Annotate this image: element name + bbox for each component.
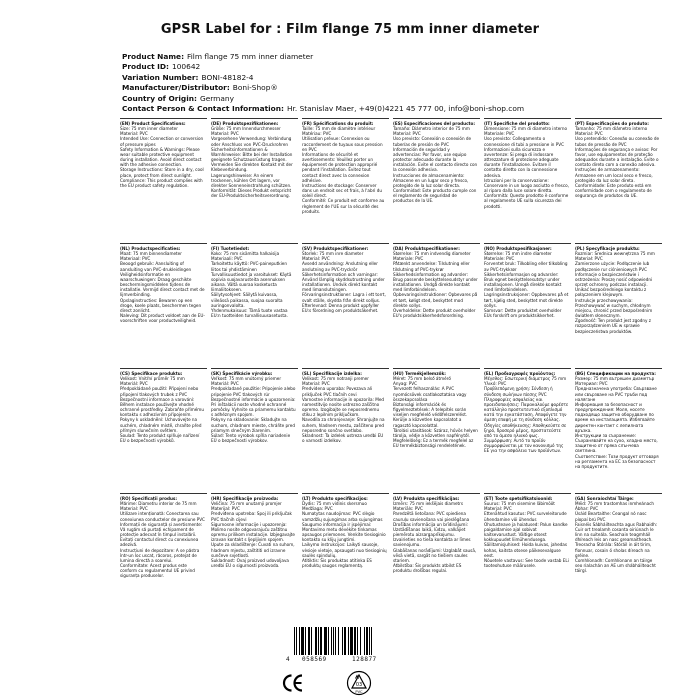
spec-line: Säilytysohjeet: Säilytä kuivassa, viileässä paikassa, suojaa suoralta auringonvalolta.: [211, 292, 284, 308]
spec-line: Upute za skladištenje: Čuvati na suhom, hladnom mjestu, zaštititi od izravne sunčeve svjetlosti.: [211, 542, 296, 558]
spec-line: Suurus: 75 mm sisemine läbimõõt: [484, 501, 555, 507]
spec-line: Informations de sécurité et avertissements: Veuillez porter un équipement de protection approprié pendant l'installation. Évitez tout contact direct avec la connexion adhésive.: [302, 151, 379, 183]
info-row: [122, 62, 682, 72]
spec-block: [575, 368, 662, 493]
spec-line: Atbilstība: Šis produkts atbilst ES produktu drošības regulai.: [393, 563, 463, 574]
spec-line: Beoogd gebruik: Aansluiting of aansluiting van PVC-drukleidingen: [120, 261, 192, 272]
spec-block: [302, 368, 389, 493]
spec-line: Materiał: PVC: [575, 256, 603, 262]
spec-line: Taille: 75 mm de diamètre intérieur: [302, 126, 376, 132]
spec-line: Instrucțiuni de depozitare: A se păstra într-un loc uscat, răcoros, protejat de lumina directă a soarelui.: [120, 547, 201, 563]
spec-line: Velikost: 75 mm notranji premer: [302, 376, 369, 382]
recycle-label: PVC: [355, 690, 363, 694]
ean-barcode: [288, 627, 406, 665]
spec-line: Conformité: Ce produit est conforme au règlement de l'UE sur la sécurité des produits.: [302, 198, 386, 214]
spec-grid: [120, 118, 662, 618]
info-row: [122, 94, 682, 104]
spec-block: [211, 118, 298, 243]
info-row: [122, 52, 682, 62]
spec-line: Velikost: Vnitřní průměr 75 mm: [120, 376, 185, 382]
spec-line: Conformidade: Este produto está em conformidade com o regulamento de segurança de produtos da UE.: [575, 182, 654, 199]
spec-block: [211, 368, 298, 493]
spec-line: Laikymo instrukcijos: Laikyti sausoje, vėsioje vietoje, apsaugoti nuo tiesioginių saulės spindulių.: [302, 542, 388, 558]
spec-line: Glabāšanas norādījumi: Uzglabāt sausā, vēsā vietā, sargāt no tiešiem saules stariem.: [393, 547, 478, 563]
spec-block-header: (GA) Sonraíochtaí Táirge:: [575, 496, 634, 501]
spec-line: Informacje o bezpieczeństwie i ostrzeżenia: Proszę nosić odpowiedni sprzęt ochronny podczas instalacji. Unikać bezpośredniego kontaktu z połączeniem klejowym.: [575, 271, 654, 298]
spec-block: [302, 118, 389, 243]
spec-block-header: (RO) Specificații produs:: [120, 496, 178, 501]
spec-line: Sukladnost: Ovaj proizvod udovoljava uredbi EU o sigurnosti proizvoda.: [211, 557, 291, 569]
spec-line: Instrucciones de almacenamiento: Almacene en un lugar seco y fresco, protegido de la luz solar directa.: [393, 172, 470, 188]
ce-mark-icon: [280, 670, 306, 696]
spec-line: Konformität: Dieses Produkt entspricht der EU-Produktsicherheitsverordnung.: [211, 188, 293, 199]
spec-line: Materiaal: PVC: [120, 256, 151, 262]
spec-line: Súlad: Tento výrobok spĺňa nariadenie EÚ o bezpečnosti výrobkov.: [211, 432, 292, 444]
barcode-bars: [294, 627, 400, 655]
spec-block-header: (ET) Toote spetsifikatsioonid:: [484, 496, 553, 501]
spec-line: Tárolási utasítások: Száraz, hűvös helyen tárolja, védje a közvetlen napfénytől.: [393, 427, 480, 438]
spec-block-header: (DE) Produktspezifikationen:: [211, 121, 279, 126]
spec-line: Efterlevnad: Denna produkt uppfyller EU:s förordning om produktsäkerhet.: [302, 302, 381, 313]
spec-line: Storage Instructions: Store in a dry, cool place, protect from direct sunlight.: [120, 167, 205, 178]
barcode-bar: [371, 627, 372, 655]
spec-line: Koko: 75 mm sisämitta halkaisija: [211, 251, 280, 257]
info-label: Country of Origin:: [122, 93, 197, 103]
spec-line: Drošības informācija un brīdinājumi: Uzstādīšanas laikā, lūdzu, valkājiet piemērotu aizsargaprīkojumu. Izvairieties no tieša kontakta ar līmes savienojumu.: [393, 521, 472, 548]
spec-line: Utilisation prévue: Connexion ou raccordement de tuyaux sous pression en PVC: [302, 136, 384, 152]
spec-line: Matériau: PVC: [302, 131, 332, 137]
spec-block: [393, 243, 480, 368]
spec-line: Mărime: Diametru interior de 75 mm: [120, 501, 197, 507]
info-label: Product Name:: [122, 52, 185, 61]
spec-line: Vorgesehene Verwendung: Verbindung oder Anschluss von PVC-Druckrohren: [211, 136, 293, 147]
spec-line: Instructions de stockage: Conserver dans un endroit sec et frais, à l'abri du soleil direct.: [302, 182, 384, 199]
spec-line: Uso previsto: Conexión o conexión de tuberías de presión de PVC: [393, 136, 473, 147]
spec-block: [302, 243, 389, 368]
spec-line: Izmērs: 75 mm iekšējais diametrs: [393, 501, 464, 507]
spec-line: Utilizare intenționată: Conectarea sau conexiunea conductelor de presiune PVC: [120, 511, 205, 522]
spec-line: Säilitamisjuhised: Hoida kuivas, jahedas kohas, kaitsta otsese päikesevalguse eest.: [484, 542, 569, 558]
info-label: Manufacturer/Distributor:: [122, 83, 230, 93]
spec-block: [393, 368, 480, 493]
spec-line: Συμμόρφωση: Αυτό το προϊόν συμμορφώνεται με τον κανονισμό της ΕΕ για την ασφάλεια των προϊόντων.: [484, 438, 565, 454]
spec-block-header: (FI) Tuotetiedot:: [211, 246, 250, 251]
spec-block: [484, 243, 571, 368]
spec-line: Υλικό: PVC: [484, 381, 507, 387]
spec-line: Size: 75 mm inner diameter: [120, 126, 178, 132]
spec-line: Maat: 75 mm binnendiameter: [120, 251, 182, 257]
spec-line: Predvidena uporaba: Povezava ali priključek PVC tlačnih cevi: [302, 386, 374, 397]
spec-line: Předpokládané použití: Připojení nebo připojení tlakových trubek z PVC: [120, 386, 200, 397]
spec-block: [120, 493, 207, 618]
spec-line: Méret: 75 mm belső átmérő: [393, 376, 451, 382]
spec-line: Anyag: PVC: [393, 381, 418, 387]
spec-line: Информация за безопасност и предупреждения: Моля, носете подходящо защитно оборудване по време на инсталацията. Избягвайте директен контакт с лепилната връзка.: [575, 401, 657, 433]
spec-line: Predpokladané použitie: Pripojenie alebo pripojenie PVC tlakových rúr: [211, 386, 297, 397]
spec-block: [484, 493, 571, 618]
spec-block-header: (SV) Produktspecifikationer:: [302, 246, 369, 251]
spec-line: Safety Information & Warnings: Please wear suitable protective equipment during installation. Avoid direct contact with the adhesive connection.: [120, 146, 203, 168]
spec-block-header: (NO) Produktspesifikasjoner:: [484, 246, 552, 251]
spec-line: Overholdelse: Dette produkt overholder EU's produktsikkerhedsforordning.: [393, 307, 477, 319]
info-value: 100642: [172, 62, 201, 72]
spec-line: Turvallisuustiedot ja varoitukset: Käytä sopivia suojavarusteita asennuksen aikana. Vältä suoraa kosketusta liimaliitokseen.: [211, 271, 293, 293]
spec-line: Informazioni sulla sicurezza e avvertenze: Si prega di indossare attrezzature di protezione adeguate durante l'installazione. Evitare il contatto diretto con la connessione adesiva.: [484, 146, 560, 178]
spec-line: Sikkerhedsinformation og advarsler: Brug passende beskyttelsesudstyr under installationen. Undgå direkte kontakt med limforbindelsen.: [393, 271, 480, 293]
spec-block: [575, 493, 662, 618]
spec-line: Dimensione: 75 mm di diametro interno: [484, 126, 568, 132]
spec-line: Biztonsági információk és figyelmeztetések: A telepítés során viseljen megfelelő védőfelszerelést. Kerülje a közvetlen kapcsolatot a ragasztó kapcsolattal.: [393, 401, 469, 428]
recycle-code: 03: [355, 682, 363, 689]
spec-line: Sicherheitsinformationen & Warnhinweise: Bitte bei der Installation geeignete Schutzausrüstung tragen. Vermeiden Sie direkten Kontakt mit der Klebeverbindung.: [211, 146, 295, 173]
spec-line: Compliance: This product complies with the EU product safety regulation.: [120, 177, 205, 188]
barcode-group-2: 128877: [352, 656, 377, 663]
spec-line: Ohutusteave ja hoiatused: Palun kandke paigaldamise ajal sobivat kaitsevarustust. Vältige otsest kokkupuudet liimühendusega.: [484, 521, 569, 543]
spec-block-header: (LV) Produkta specifikācijas:: [393, 496, 460, 501]
spec-line: Ettenähtud kasutus: PVC surveleitorude ühendamine või ühendus: [484, 511, 569, 522]
spec-block-header: (PT) Especificações do produto:: [575, 121, 649, 126]
info-row: [122, 83, 682, 93]
spec-line: Lagerungshinweise: An einem trockenen, kühlen Ort lagern, vor direkter Sonneneinstrahlung schützen.: [211, 172, 292, 188]
spec-block-header: (NL) Productspecificaties:: [120, 246, 181, 251]
info-value: Film flange 75 mm inner diameter: [187, 52, 314, 61]
spec-block: [120, 368, 207, 493]
info-value: BONI-48182-4: [201, 72, 254, 82]
spec-line: Intended Use: Connection or conversion of pressure pipes: [120, 136, 205, 147]
spec-line: Medžiaga: PVC: [302, 506, 333, 512]
spec-line: Forventet bruk: Tilkobling eller tilkobling av PVC-trykkrør: [484, 261, 569, 272]
spec-line: Предназначена употреба: Свързване или свързване на PVC тръби под налягане: [575, 386, 659, 402]
spec-line: Материал: PVC: [575, 381, 608, 387]
spec-block-header: (CS) Specifikace produktu:: [120, 371, 183, 376]
spec-block-header: (DA) Produktspecifikationer:: [393, 246, 460, 251]
info-value: Germany: [199, 93, 234, 103]
spec-line: Съответствие: Този продукт отговаря на регламента на ЕС за безопасност на продуктите.: [575, 453, 661, 469]
spec-line: Material: PVC: [120, 506, 148, 512]
spec-block-header: (SK) Špecifikácie výrobku:: [211, 371, 273, 376]
spec-line: Tarkoitettu käyttö: PVC-paineputkien liitos tai yhdistäminen: [211, 261, 289, 272]
spec-block: [211, 243, 298, 368]
spec-line: Zgodność: Ten produkt jest zgodny z rozporządzeniem UE w sprawie bezpieczeństwa produktów.: [575, 318, 653, 334]
spec-line: Påtænkt anvendelse: Tilslutning eller tilslutning af PVC-trykrør: [393, 261, 472, 272]
spec-line: Tervezett felhasználás: A PVC nyomócsövek csatlakoztatása vagy összekapcsolása: [393, 386, 468, 402]
spec-line: Materiale: PVC: [393, 256, 424, 262]
spec-block: [211, 493, 298, 618]
spec-line: Uso pretendido: Conexão ou conexão de tubos de pressão de PVC: [575, 136, 661, 147]
spec-line: Bezpečnostní informace a varování: Během instalace používejte vhodné ochranné prostředky. Zabraňte přímému kontaktu s adhezivním připojením.: [120, 396, 206, 418]
spec-line: Lagringsinstruksjoner: Oppbevares på et tørt, kjølig sted, beskyttet mot direkte sollys.: [484, 292, 570, 308]
spec-line: Comhlíonadh: Comhlíonann an táirge seo rialachán an AE um shábháilteacht táirgí.: [575, 557, 658, 574]
spec-line: Predviđena upotreba: Spoj ili priključak PVC tlačnih cijevi: [211, 511, 294, 522]
spec-line: Ábhar: PVC: [575, 506, 599, 512]
spec-line: Materjal: PVC: [484, 506, 512, 512]
spec-block-header: (HU) Termékjellemzők:: [393, 371, 446, 376]
spec-line: Veľkosť: 75 mm vnútorný priemer: [211, 376, 282, 382]
spec-block-header: (HR) Specifikacije proizvoda:: [211, 496, 279, 501]
spec-block-header: (EL) Προδιαγραφές προϊόντος:: [484, 371, 556, 376]
spec-block: [393, 493, 480, 618]
spec-line: Rozmiar: Średnica wewnętrzna 75 mm: [575, 251, 655, 257]
spec-block: [575, 243, 662, 368]
spec-line: Material: PVC: [575, 131, 603, 137]
spec-line: Dydis: 75 mm vidinis skersmuo: [302, 501, 367, 507]
spec-line: Skladnost: Ta izdelek ustreza uredbi EU o varnosti izdelkov.: [302, 432, 385, 444]
spec-line: Instruções de armazenamento: Armazene em um local seco e fresco, protegido da luz solar direta.: [575, 167, 654, 183]
spec-line: Materiāls: PVC: [393, 506, 423, 512]
spec-line: Informații de siguranță și avertismente: Vă rugăm să purtați echipament de protecție adecvat în timpul instalării. Evitați contactul direct cu conexiunea adezivă.: [120, 521, 204, 548]
spec-line: Naleving: Dit product voldoet aan de EU-voorschriften voor productveiligheid.: [120, 313, 205, 324]
spec-line: Veličina: 75 mm unutarnji promjer: [211, 501, 282, 507]
spec-line: Инструкции за съхранение: Съхранявайте на сухо, хладно място, защитено от пряка слънчева светлина.: [575, 432, 660, 454]
spec-line: Materiál: PVC: [211, 381, 239, 387]
spec-line: Material: PVC: [302, 256, 330, 262]
spec-line: Størrelse: 75 mm indre diameter: [484, 251, 552, 257]
product-info: [122, 52, 682, 114]
spec-line: Navodila za shranjevanje: Shranjujte na suhem, hladnem mestu, zaščiteno pred neposredno sončno svetlobo.: [302, 417, 386, 433]
spec-line: Οδηγίες αποθήκευσης: Αποθηκεύστε σε ξηρό, δροσερό μέρος, προστατεύστε από το άμεσο ηλιακό φως.: [484, 422, 568, 438]
spec-line: Размер: 75 mm вътрешен диаметър: [575, 376, 655, 382]
spec-line: Πληροφορίες ασφαλείας και προειδοποιήσεις: Παρακαλούμε φορέστε κατάλληλο προστατευτικό εξοπλισμό κατά την εγκατάσταση. Αποφύγετε την άμεση επαφή με τη σύνδεση κόλλας.: [484, 396, 570, 423]
compliance-marks: [280, 670, 410, 698]
spec-line: Conformitate: Acest produs este conform cu regulamentul UE privind siguranța produselor.: [120, 563, 197, 579]
page-title: GPSR Label for : Film flange 75 mm inner diameter: [160, 22, 540, 37]
spec-line: Materiale: PVC: [484, 256, 515, 262]
spec-block-header: (LT) Produkto specifikacijos:: [302, 496, 368, 501]
spec-block-header: (BG) Спецификации на продукта:: [575, 371, 656, 376]
spec-line: Materiál: PVC: [120, 381, 148, 387]
spec-line: Material: PVC: [302, 381, 330, 387]
info-value: Boni-Shop®: [232, 83, 278, 93]
spec-line: Faisnéis Sábháilteachta agus Rabhaidh: Cuir ort trealamh cosanta oiriúnach le linn na suiteála. Seachain teagmháil dhíreach leis an nasc greamaitheach.: [575, 521, 659, 543]
info-label: Product ID:: [122, 62, 170, 72]
spec-block: [484, 118, 571, 243]
spec-line: Opbevaringsinstruktioner: Opbevares på et tørt, køligt sted, beskyttet mod direkte sollys.: [393, 292, 479, 308]
spec-line: Veiligheidsinformatie en waarschuwingen: Draag geschikte beschermingsmiddelen tijdens de installatie. Vermijd direct contact met de lijmverbinding.: [120, 271, 206, 298]
spec-line: Megfelelőség: Ez a termék megfelel az EU termékbiztonsági rendeletének.: [393, 438, 475, 449]
spec-line: Méid: 75 mm trastomhas inmheánach: [575, 501, 655, 507]
spec-line: Uso previsto: Collegamento o connessione di tubi a pressione in PVC: [484, 136, 564, 147]
barcode-left-digit: 4: [286, 656, 291, 663]
barcode-group-1: 058569: [302, 656, 327, 663]
spec-line: Información de seguridad y advertencias: Por favor, use equipo protector adecuado durante la instalación. Evite el contacto directo con la conexión adhesiva.: [393, 146, 479, 173]
spec-line: Zamierzone użycie: Podłączenie lub podłączenie rur ciśnieniowych PVC: [575, 261, 651, 272]
spec-line: Storlek: 75 mm inre diameter: [302, 251, 364, 257]
spec-block: [393, 118, 480, 243]
spec-line: Material: PVC: [120, 131, 148, 137]
spec-line: Sikkerhetsinformasjon og advarsler: Bruk egnet beskyttelsesutstyr under installasjonen. Unngå direkte kontakt med limforbindelsen.: [484, 271, 563, 293]
info-row: [122, 104, 682, 114]
spec-line: Conformità: Questo prodotto è conforme al regolamento UE sulla sicurezza dei prodotti.: [484, 193, 570, 209]
spec-line: Treoracha Stórála: Stóráil in áit tirim, fionnuar, cosain ó sholas díreach na gréine.: [575, 542, 653, 558]
info-row: [122, 73, 682, 83]
recycling-symbol-icon: [346, 670, 372, 696]
spec-block-header: (EN) Product Specifications:: [120, 121, 186, 126]
info-label: Variation Number:: [122, 72, 199, 82]
spec-line: Atitiktis: Šis produktas atitinka ES produktų saugos reglamentą.: [302, 557, 374, 569]
spec-block: [120, 243, 207, 368]
spec-line: Μέγεθος: Εσωτερική διάμετρος 75 mm: [484, 376, 567, 382]
spec-line: Förvaringsinstruktioner: Lagra i ett torrt, svalt ställe, skydda från direkt solljus.: [302, 292, 388, 303]
spec-line: Bezpečnostné informácie a upozornenia: Pri inštalácii noste vhodné ochranné pomôcky. Vyhnite sa priamemu kontaktu s adhéznym spojom.: [211, 396, 297, 418]
spec-block: [302, 493, 389, 618]
spec-line: Pokyny k uskladnění: Uchovávejte na suchém, chladném místě, chraňte před přímým slunečním světlem.: [120, 417, 203, 433]
spec-block-header: (IT) Specifiche del prodotto:: [484, 121, 550, 126]
spec-block: [120, 118, 207, 243]
spec-line: Conformidad: Este producto cumple con el reglamento de seguridad de productos de la UE.: [393, 188, 478, 204]
spec-line: Nõuetele vastavus: See toode vastab ELi tooteohutuse määrusele.: [484, 557, 571, 569]
spec-line: Yhdenmukaisuus: Tämä tuote vastaa EU:n tuotteiden turvallisuusasetusta.: [211, 307, 289, 319]
spec-line: Soulad: Tento produkt splňuje nařízení EU o bezpečnosti výrobků.: [120, 432, 201, 444]
spec-line: Paredzētā lietošana: PVC spiediena cauruļu savienošana vai pieslēgšana: [393, 511, 470, 522]
info-label: Contact Person & Contact Information:: [122, 104, 284, 114]
spec-block-header: (ES) Especificaciones del producto:: [393, 121, 476, 126]
spec-line: Istruzioni per la conservazione: Conservare in un luogo asciutto e fresco, al riparo dalla luce solare diretta.: [484, 177, 571, 194]
spec-line: Saugumo informacija ir įspėjimai: Montavimo metu dėvėkite tinkamas apsaugos priemones. Venkite tiesioginio kontakto su klijų jungtimi.: [302, 521, 387, 543]
spec-line: Størrelse: 75 mm indvendig diameter: [393, 251, 471, 257]
spec-block-header: (FR) Spécifications du produit:: [302, 121, 374, 126]
spec-line: Säkerhetsinformation och varningar: Använd lämplig skyddsutrustning under installationen. Undvik direkt kontakt med limanslutningen.: [302, 271, 387, 293]
spec-line: Material: PVC: [393, 131, 421, 137]
spec-line: Materiaali: PVC: [211, 256, 243, 262]
spec-line: Προβλεπόμενη χρήση: Σύνδεση ή σύνδεση σωλήνων πίεσης PVC: [484, 386, 554, 397]
spec-line: Materijal: PVC: [211, 506, 240, 512]
spec-line: Instrukcje przechowywania: Przechowywać w suchym, chłodnym miejscu, chronić przed bezpośrednim światłem słonecznym.: [575, 297, 654, 319]
spec-line: Material: PVC: [211, 131, 239, 137]
spec-block: [575, 118, 662, 243]
spec-block-header: (PL) Specyfikacje produktu:: [575, 246, 640, 251]
spec-line: Samsvar: Dette produktet overholder EUs forskrift om produktsikkerhet.: [484, 307, 563, 319]
spec-line: Varnostne informacije in opozorila: Med namestitvijo nosite ustrezno zaščitno opremo. Izogibajte se neposrednemu stiku z lepilnim priključkom.: [302, 396, 386, 418]
spec-line: Avsedd användning: Anslutning eller anslutning av PVC-tryckrör: [302, 261, 380, 272]
spec-line: Úsáid Beartaithe: Ceangal nó nasc píopaí brú PVC: [575, 511, 648, 522]
info-value: Hr. Stanislav Maer, +49(0)4221 45 777 00, info@boni-shop.com: [286, 104, 525, 114]
spec-line: Sigurnosne informacije i upozorenja: Molimo nosite odgovarajuću zaštitnu opremu prilikom instalacije. Izbjegavajte izravan kontakt s ljepljivim spojem.: [211, 521, 297, 543]
spec-line: Materiale: PVC: [484, 131, 515, 137]
spec-line: Tamaño: Diámetro interior de 75 mm: [393, 126, 470, 132]
spec-block-header: (SL) Specifikacije izdelka:: [302, 371, 362, 376]
spec-line: Numatytas naudojimas: PVC slėgio vamzdžių sujungimas arba sujungimas: [302, 511, 383, 522]
spec-line: Tamanho: 75 mm diâmetro interno: [575, 126, 648, 132]
spec-block: [484, 368, 571, 493]
spec-line: Informações de segurança e avisos: Por favor, use equipamentos de proteção adequados durante a instalação. Evite o contato direto com a conexão adesiva.: [575, 146, 660, 168]
spec-line: Opslaginstructies: Bewaren op een droge, koele plaats, beschermen tegen direct zonlicht.: [120, 297, 203, 313]
spec-line: Größe: 75 mm Innendurchmesser: [211, 126, 281, 132]
spec-line: Pokyny na skladovanie: Skladujte na suchom, chladnom mieste, chráňte pred priamym slnečným žiarením.: [211, 417, 297, 433]
